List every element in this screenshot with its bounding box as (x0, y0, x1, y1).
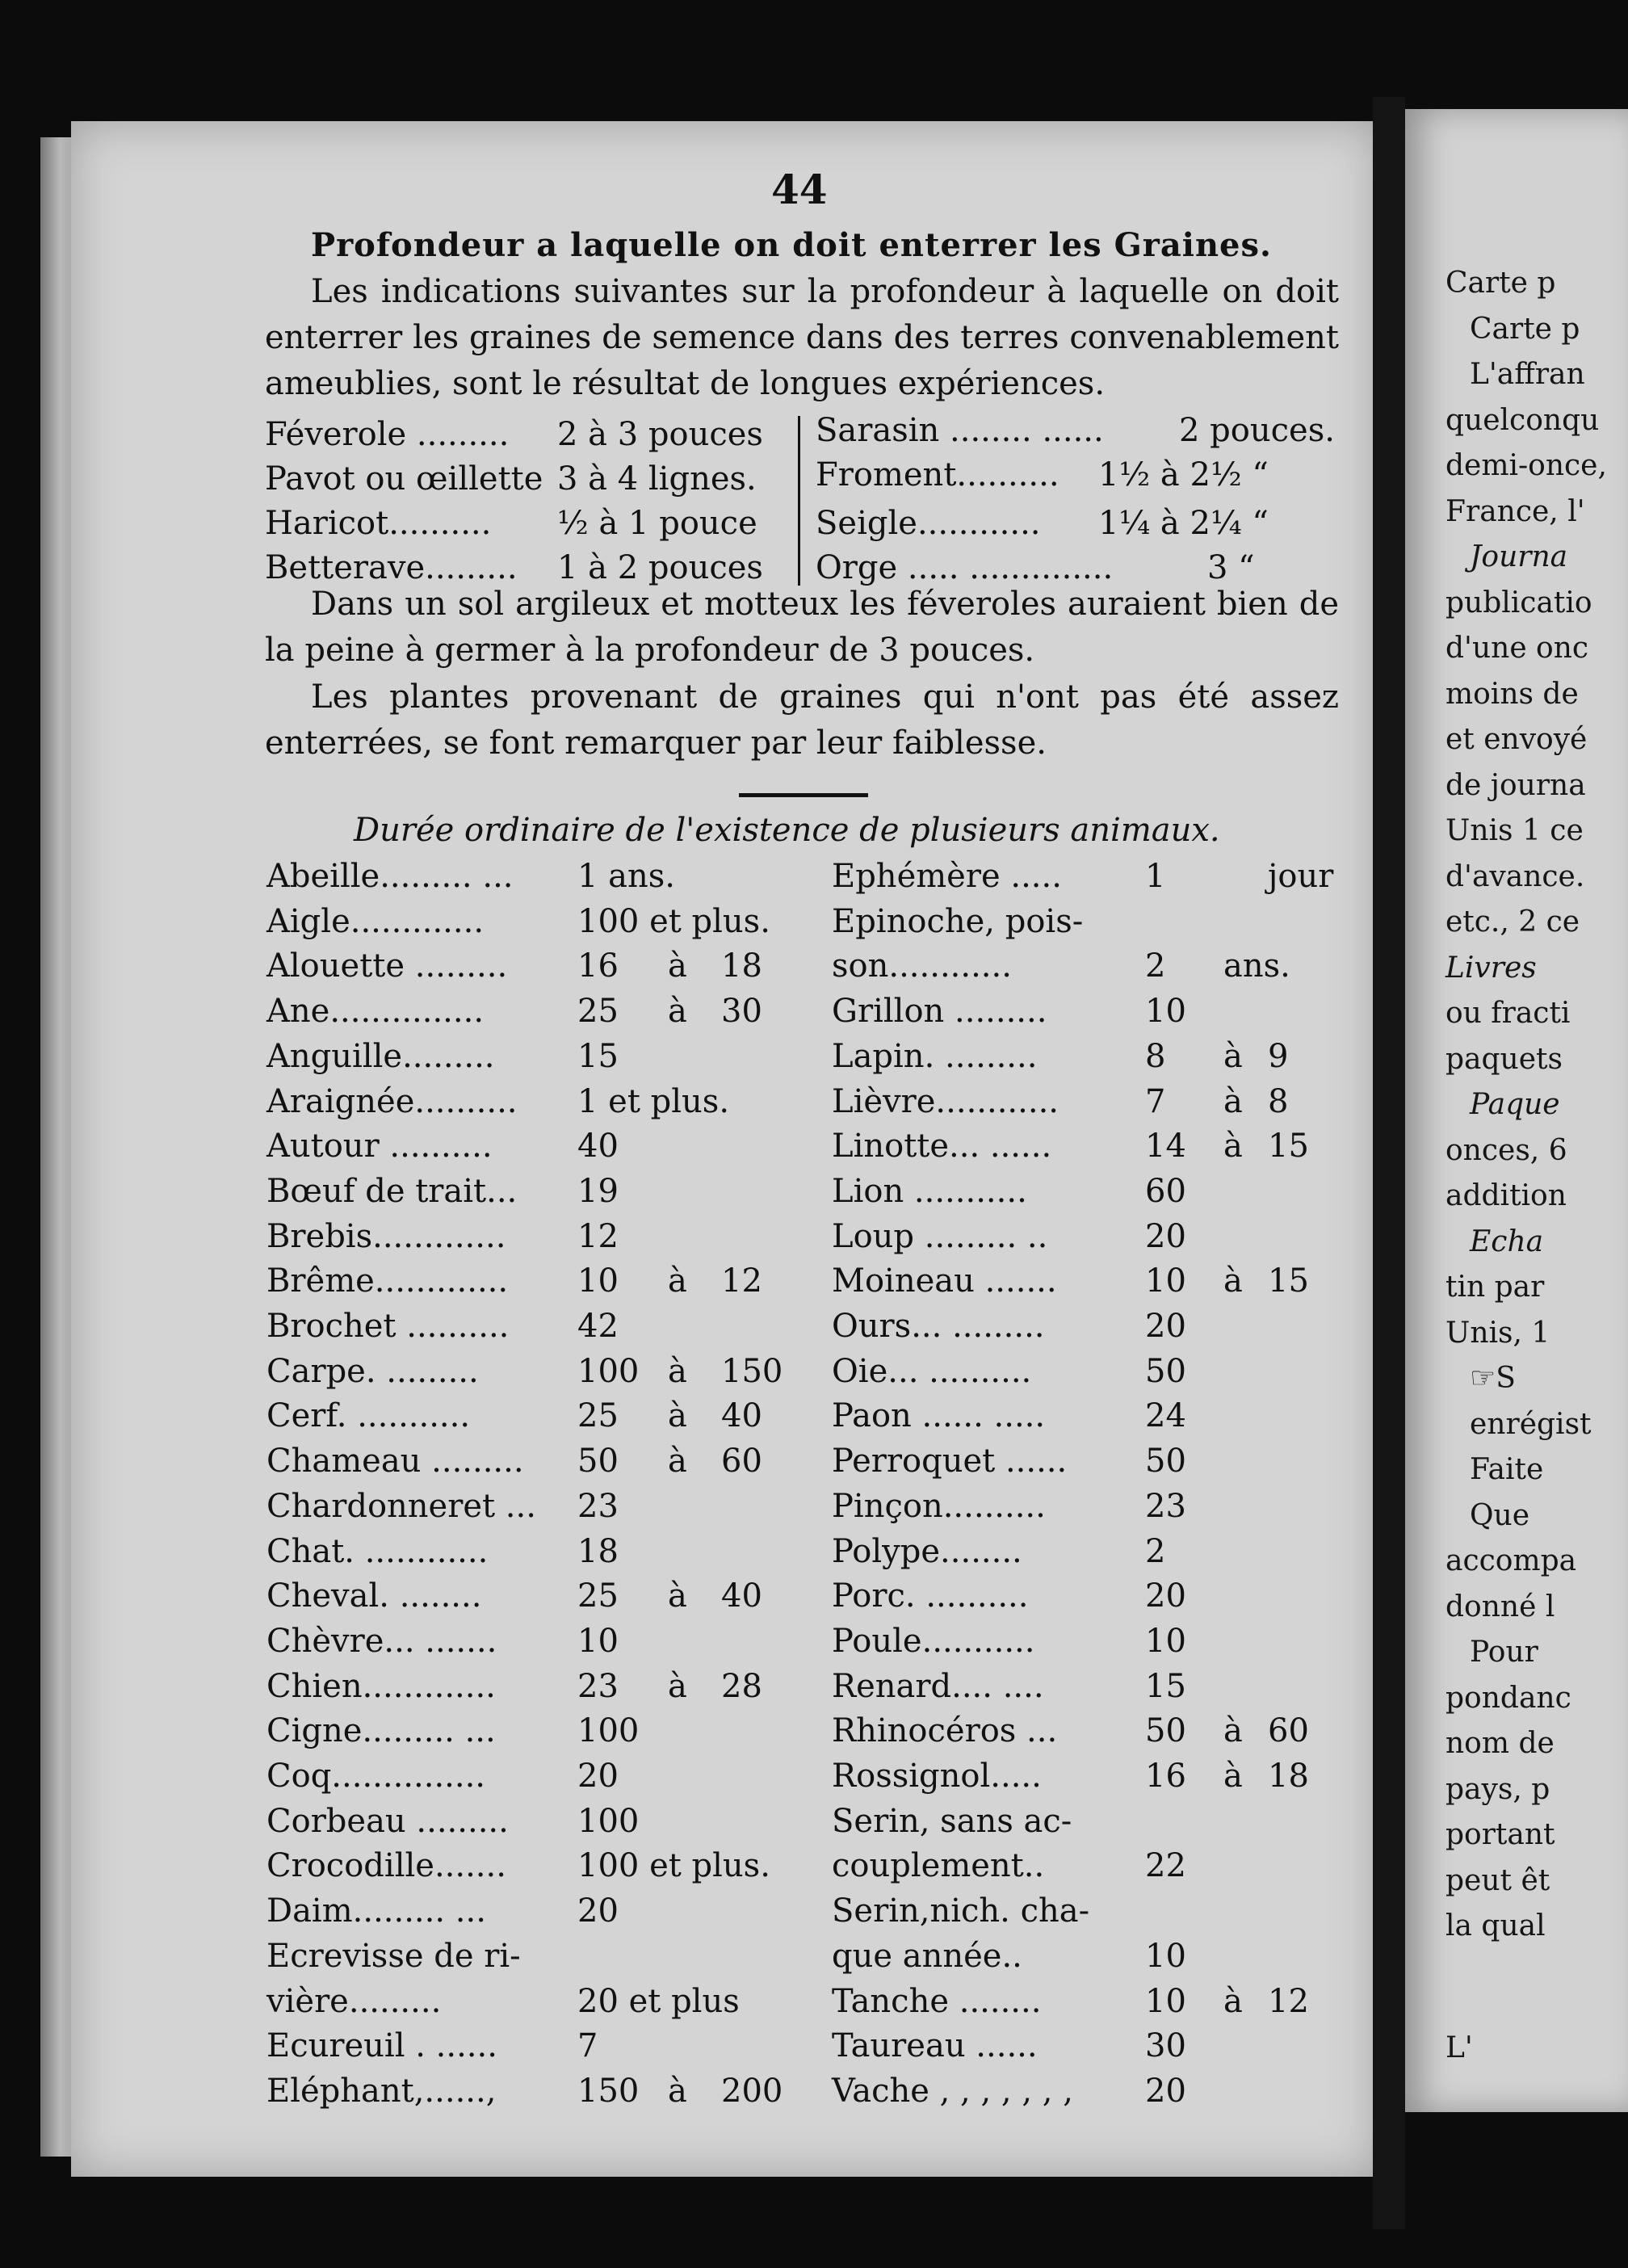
animal-value: 10 (1145, 1937, 1186, 1975)
animal-name: Lion ........... (832, 1172, 1027, 1210)
animal-value: 23 (577, 1667, 619, 1705)
depth-name: Seigle............ (816, 505, 1041, 542)
animal-name: Taureau ...... (832, 2027, 1038, 2065)
animal-value-max: 40 (721, 1397, 762, 1435)
animal-value: 12 (577, 1217, 619, 1255)
section-rule (739, 793, 868, 797)
right-page-fragment: Que (1470, 1498, 1530, 1532)
animal-value: 23 (1145, 1487, 1186, 1525)
animal-name: Ephémère ..... (832, 858, 1062, 895)
depth-name: Sarasin ........ ...... (816, 412, 1104, 449)
right-page-fragment: onces, 6 (1445, 1133, 1567, 1167)
animal-value: 100 (577, 1352, 640, 1390)
right-page-fragment: Echa (1470, 1224, 1544, 1258)
right-page-fragment: Paque (1470, 1088, 1560, 1121)
section-title: Profondeur a laquelle on doit enterrer les Graines. (311, 226, 1272, 264)
animal-name: Lapin. ......... (832, 1037, 1038, 1075)
animal-separator: à (668, 1667, 687, 1705)
right-page-fragment: pays, p (1445, 1772, 1550, 1806)
animal-value: 42 (577, 1308, 619, 1345)
right-page-fragment: Unis 1 ce (1445, 814, 1584, 847)
right-page-fragment: publicatio (1445, 586, 1592, 620)
paragraph-plantes: Les plantes provenant de graines qui n'ont pas été assez enterrées, se font remarquer par leur faiblesse. (265, 678, 1339, 762)
animal-value: 10 (1145, 1262, 1186, 1300)
animal-separator: à (1223, 1712, 1243, 1750)
right-page-fragment: peut êt (1445, 1863, 1550, 1897)
depth-name: Froment.......... (816, 456, 1059, 494)
animal-value: 8 (1145, 1037, 1166, 1075)
animal-name: Eléphant,......, (266, 2072, 497, 2110)
animal-separator: à (668, 2072, 687, 2110)
animal-name: que année.. (832, 1937, 1022, 1975)
right-page-fragment: tin par (1445, 1270, 1545, 1304)
animal-value: 20 (1145, 2072, 1186, 2110)
animal-name: Loup ......... .. (832, 1217, 1048, 1255)
right-page-fragment: portant (1445, 1818, 1555, 1851)
animal-separator: à (668, 947, 687, 985)
right-page-fragment: Pour (1470, 1636, 1538, 1669)
animal-separator: à (668, 993, 687, 1031)
animal-value: 10 (577, 1262, 619, 1300)
animal-value: 2 (1145, 1532, 1166, 1570)
animal-separator: à (1223, 1082, 1243, 1120)
animal-name: Chat. ............ (266, 1532, 489, 1570)
depth-name: Haricot.......... (265, 505, 492, 542)
depth-value: 3 “ (1207, 549, 1255, 586)
animal-name: Ours... ......... (832, 1308, 1045, 1345)
right-page-fragment: d'une onc (1445, 632, 1589, 665)
depth-value: 2 pouces. (1179, 412, 1335, 449)
right-page-fragment: L'affran (1470, 358, 1585, 391)
depth-name: Féverole ......... (265, 416, 510, 453)
animal-value: 25 (577, 993, 619, 1031)
animal-value-max: 18 (1268, 1758, 1309, 1795)
animal-name: Poule........... (832, 1622, 1035, 1660)
right-page-fragment: quelconqu (1445, 403, 1600, 437)
animal-value: 20 (1145, 1308, 1186, 1345)
animal-value: 2 (1145, 947, 1166, 985)
animal-value-max: 60 (721, 1443, 762, 1480)
animal-name: Cerf. ........... (266, 1397, 471, 1435)
animal-value: 15 (1145, 1667, 1186, 1705)
animal-value: 14 (1145, 1128, 1186, 1166)
animal-value: 100 et plus. (577, 902, 770, 940)
animal-value-max: jour (1268, 858, 1334, 895)
animal-name: Polype........ (832, 1532, 1022, 1570)
animal-name: Oie... .......... (832, 1352, 1032, 1390)
right-page-fragment: etc., 2 ce (1445, 905, 1580, 939)
animal-separator: à (668, 1443, 687, 1480)
animal-value: 10 (1145, 993, 1186, 1031)
animal-separator: à (1223, 1982, 1243, 2020)
animal-value: 16 (577, 947, 619, 985)
animal-name: Tanche ........ (832, 1982, 1042, 2020)
page-number: 44 (771, 166, 828, 213)
animal-name: Paon ...... ..... (832, 1397, 1046, 1435)
right-page-fragment: moins de (1445, 677, 1579, 711)
depth-value: 2 à 3 pouces (557, 416, 763, 453)
right-page-fragment: ☞S (1470, 1362, 1516, 1395)
right-page-fragment: enrégist (1470, 1407, 1592, 1441)
animal-value: 15 (577, 1037, 619, 1075)
animal-name: Crocodille....... (266, 1847, 506, 1885)
animal-value-max: 8 (1268, 1082, 1289, 1120)
animal-name: Cigne......... ... (266, 1712, 496, 1750)
animal-value: 1 et plus. (577, 1082, 730, 1120)
right-page-fragment: Journa (1470, 540, 1568, 573)
animal-name: Porc. .......... (832, 1577, 1029, 1615)
animal-value: 50 (577, 1443, 619, 1480)
right-page-fragment: Unis, 1 (1445, 1316, 1550, 1350)
right-page-fragment: la qual (1445, 1909, 1546, 1942)
right-page-fragment: Livres (1445, 951, 1537, 985)
animal-name: Chardonneret ... (266, 1487, 536, 1525)
right-page-fragment: et envoyé (1445, 723, 1588, 756)
animal-name: son............ (832, 947, 1012, 985)
right-page-fragment: demi-once, (1445, 449, 1607, 482)
depth-value: 1 à 2 pouces (557, 549, 763, 586)
animal-name: Brochet .......... (266, 1308, 510, 1345)
animal-name: vière......... (266, 1982, 442, 2020)
animal-value: 60 (1145, 1172, 1186, 1210)
animal-value: 16 (1145, 1758, 1186, 1795)
animal-name: Perroquet ...... (832, 1443, 1068, 1480)
animal-name: Serin, sans ac- (832, 1802, 1072, 1840)
depth-value: 1¼ à 2¼ “ (1098, 505, 1269, 542)
animal-name: Renard.... .... (832, 1667, 1044, 1705)
right-page-fragment: France, l' (1445, 494, 1585, 528)
animal-name: Araignée.......... (266, 1082, 518, 1120)
animal-name: Alouette ......... (266, 947, 508, 985)
animal-value: 24 (1145, 1397, 1186, 1435)
paragraph-argileux: Dans un sol argileux et motteux les féveroles auraient bien de la peine à germer à la profondeur de 3 pouces. (265, 586, 1339, 669)
animal-separator: à (1223, 1262, 1243, 1300)
animal-value: 25 (577, 1397, 619, 1435)
animal-name: Coq............... (266, 1758, 486, 1795)
animal-name: Ecureuil . ...... (266, 2027, 497, 2065)
animal-value: 10 (577, 1622, 619, 1660)
right-page-fragment: pondanc (1445, 1681, 1571, 1715)
animal-value: 1 (1145, 858, 1166, 895)
right-page-fragment: addition (1445, 1179, 1567, 1212)
depth-name: Pavot ou œillette (265, 460, 543, 498)
right-page-fragment: accompa (1445, 1544, 1577, 1577)
animal-name: Rossignol..... (832, 1758, 1042, 1795)
animal-value: 20 (577, 1758, 619, 1795)
animal-value: 150 (577, 2072, 640, 2110)
right-page-fragment: nom de (1445, 1727, 1555, 1760)
animal-value: 25 (577, 1577, 619, 1615)
animal-value: 7 (577, 2027, 598, 2065)
column-divider (798, 416, 800, 586)
book-gutter (1373, 97, 1405, 2229)
animal-value-max: 12 (1268, 1982, 1309, 2020)
animal-value: 10 (1145, 1982, 1186, 2020)
right-page-fragment: L' (1445, 2031, 1473, 2064)
animal-value: 50 (1145, 1712, 1186, 1750)
animal-separator: à (1223, 1037, 1243, 1075)
animal-value: 22 (1145, 1847, 1186, 1885)
animal-name: Bœuf de trait... (266, 1172, 518, 1210)
animal-value: 100 et plus. (577, 1847, 770, 1885)
animal-name: Cheval. ........ (266, 1577, 482, 1615)
animal-value-max: 9 (1268, 1037, 1289, 1075)
animal-name: Aigle............. (266, 902, 485, 940)
right-page-fragment: Carte p (1445, 267, 1556, 300)
animal-name: Linotte... ...... (832, 1128, 1052, 1166)
animal-value-max: 150 (721, 1352, 783, 1390)
animal-value-max: 28 (721, 1667, 762, 1705)
animal-value: 20 et plus (577, 1982, 740, 2020)
animal-name: Serin,nich. cha- (832, 1892, 1090, 1930)
intro-paragraph: Les indications suivantes sur la profondeur à laquelle on doit enterrer les graines de semence dans des terres convenablement ameublies, sont le résultat de longues expériences. (265, 273, 1339, 402)
animal-name: Rhinocéros ... (832, 1712, 1058, 1750)
right-page (1405, 109, 1628, 2112)
animal-name: couplement.. (832, 1847, 1045, 1885)
animal-value-max: 40 (721, 1577, 762, 1615)
animal-value-max: 30 (721, 993, 762, 1031)
animal-value: 7 (1145, 1082, 1166, 1120)
animal-name: Moineau ....... (832, 1262, 1057, 1300)
animal-name: Lièvre............ (832, 1082, 1059, 1120)
animal-name: Grillon ......... (832, 993, 1047, 1031)
animal-name: Epinoche, pois- (832, 902, 1084, 940)
animal-name: Chien............. (266, 1667, 496, 1705)
animal-separator: à (668, 1577, 687, 1615)
depth-value: 3 à 4 lignes. (557, 460, 757, 498)
animal-value-max: 12 (721, 1262, 762, 1300)
animal-name: Ecrevisse de ri- (266, 1937, 521, 1975)
animal-name: Autour .......... (266, 1128, 493, 1166)
right-page-fragment: donné l (1445, 1590, 1555, 1623)
depth-value: ½ à 1 pouce (557, 505, 757, 542)
animal-separator: à (668, 1262, 687, 1300)
animal-value: 30 (1145, 2027, 1186, 2065)
animal-value: 40 (577, 1128, 619, 1166)
animal-value: 10 (1145, 1622, 1186, 1660)
animal-separator: à (668, 1352, 687, 1390)
right-page-fragment: paquets (1445, 1042, 1563, 1076)
animal-value: 20 (1145, 1217, 1186, 1255)
animal-value-max: 15 (1268, 1128, 1309, 1166)
animal-name: Brême............. (266, 1262, 509, 1300)
right-page-fragment: Carte p (1470, 312, 1580, 346)
animal-name: Anguille......... (266, 1037, 495, 1075)
right-page-fragment: ou fracti (1445, 997, 1571, 1030)
depth-name: Orge ..... .............. (816, 549, 1114, 586)
right-page-fragment: d'avance. (1445, 859, 1585, 893)
animal-value: 100 (577, 1802, 640, 1840)
animal-value-max: 60 (1268, 1712, 1309, 1750)
animal-value: 1 ans. (577, 858, 676, 895)
animal-separator: à (668, 1397, 687, 1435)
animal-value: 20 (577, 1892, 619, 1930)
animal-name: Corbeau ......... (266, 1802, 509, 1840)
animal-name: Chèvre... ....... (266, 1622, 497, 1660)
animal-value: 50 (1145, 1443, 1186, 1480)
depth-name: Betterave......... (265, 549, 518, 586)
animal-name: Ane............... (266, 993, 485, 1031)
animal-value-max: 18 (721, 947, 762, 985)
right-page-fragment: Faite (1470, 1453, 1544, 1486)
animal-value: 20 (1145, 1577, 1186, 1615)
depth-value: 1½ à 2½ “ (1098, 456, 1269, 494)
animal-name: Daim......... ... (266, 1892, 486, 1930)
animal-value-max: 200 (721, 2072, 783, 2110)
animal-value: 19 (577, 1172, 619, 1210)
animal-value: 23 (577, 1487, 619, 1525)
animal-value: 50 (1145, 1352, 1186, 1390)
animal-value: 100 (577, 1712, 640, 1750)
animal-separator: à (1223, 1128, 1243, 1166)
animal-name: Vache , , , , , , , (832, 2072, 1073, 2110)
right-page-fragment: de journa (1445, 768, 1586, 802)
animals-title: Durée ordinaire de l'existence de plusieurs animaux. (354, 812, 1220, 849)
animal-name: Pinçon.......... (832, 1487, 1046, 1525)
animal-name: Brebis............. (266, 1217, 506, 1255)
animal-separator: ans. (1223, 947, 1290, 985)
animal-value-max: 15 (1268, 1262, 1309, 1300)
animal-name: Chameau ......... (266, 1443, 524, 1480)
animal-separator: à (1223, 1758, 1243, 1795)
animal-name: Carpe. ......... (266, 1352, 479, 1390)
animal-name: Abeille......... ... (266, 858, 514, 895)
animal-value: 18 (577, 1532, 619, 1570)
